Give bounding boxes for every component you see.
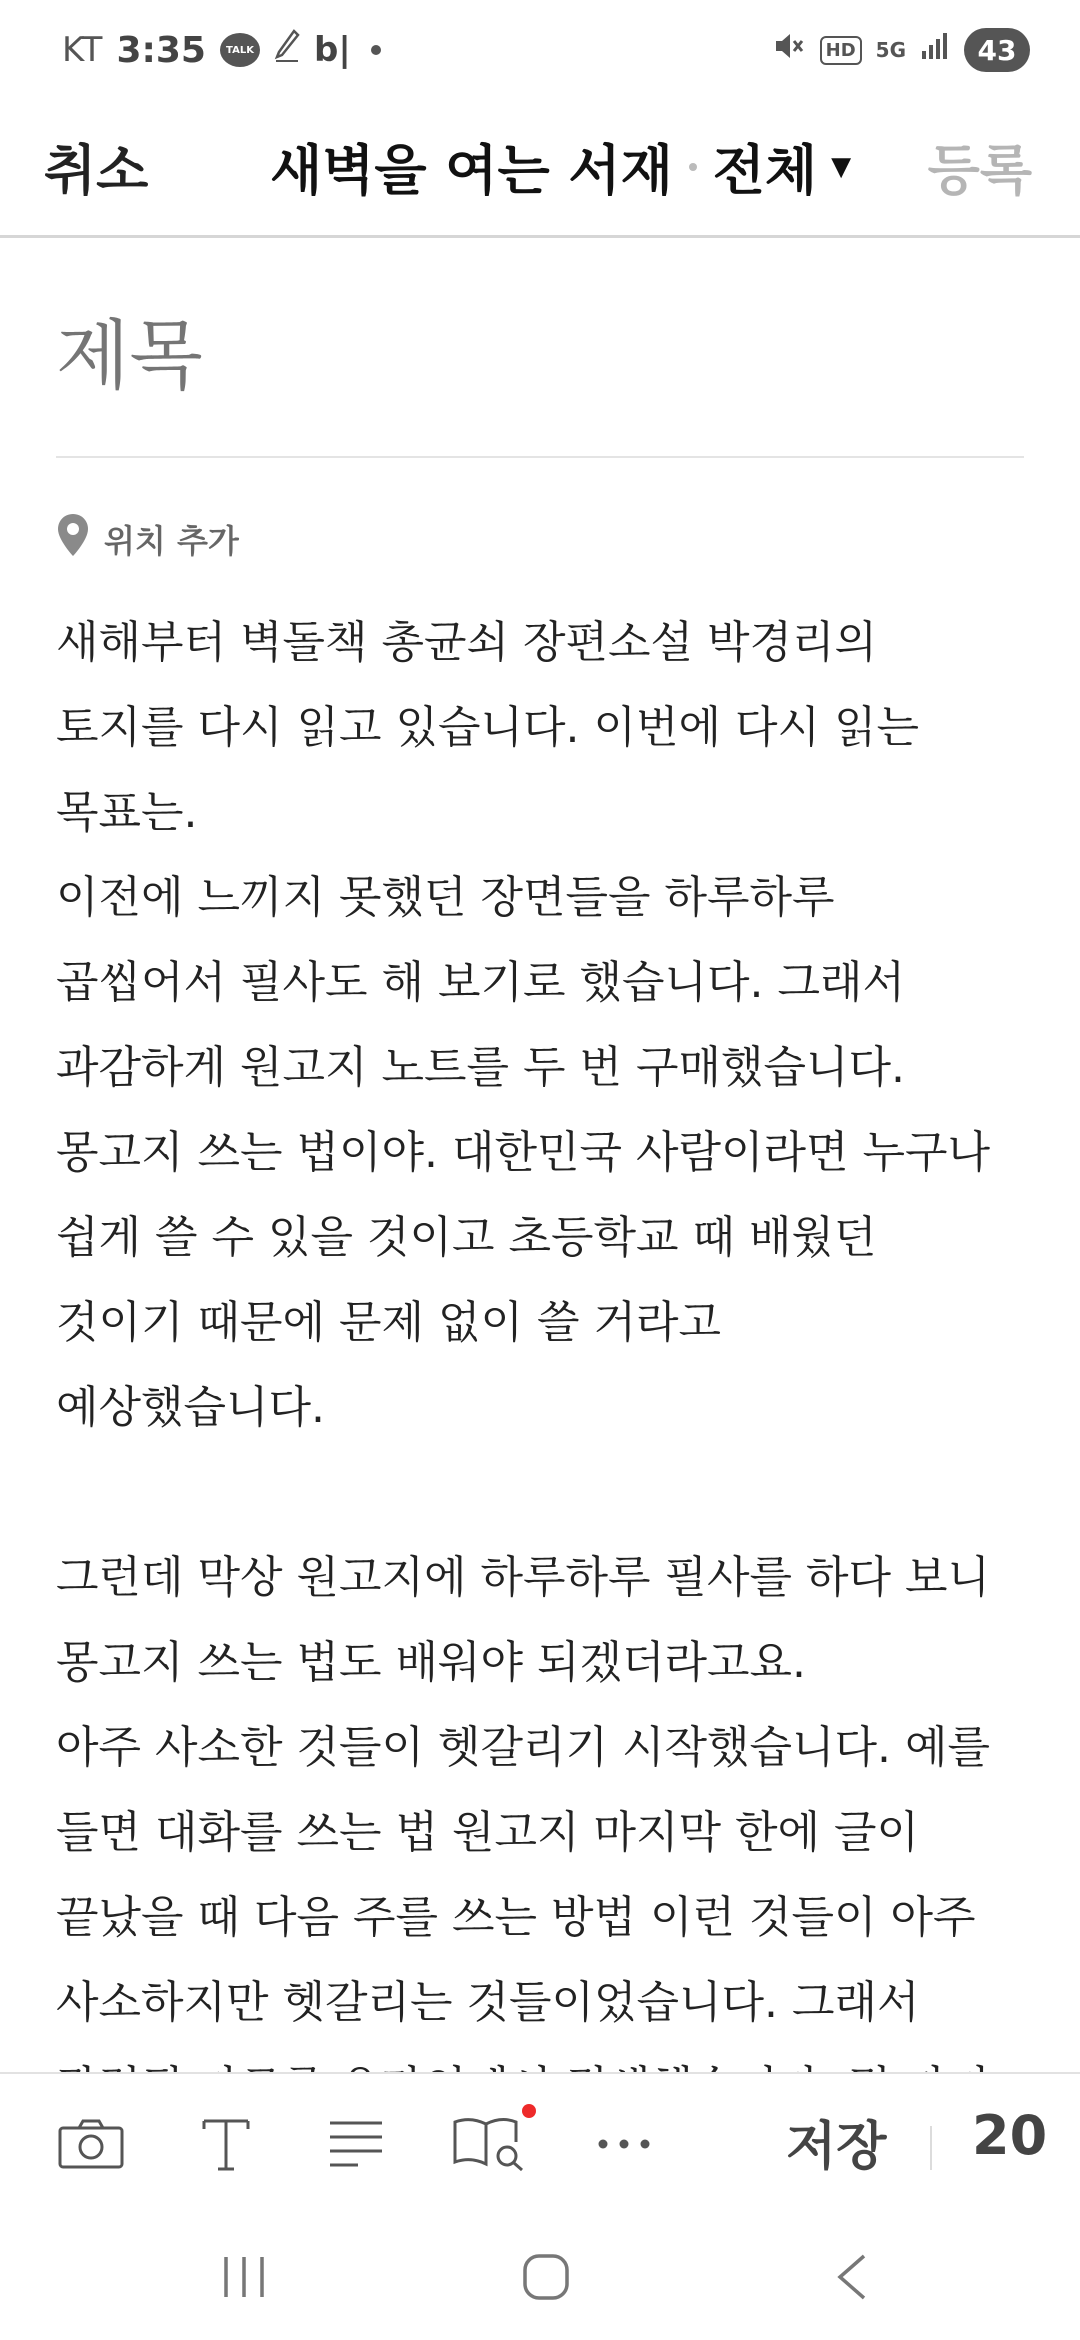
clock: 3:35 bbox=[116, 29, 206, 71]
kakaotalk-icon: TALK bbox=[220, 33, 260, 67]
register-button[interactable]: 등록 bbox=[927, 139, 1032, 202]
system-navigation-bar bbox=[0, 2212, 1080, 2340]
blog-name: 새벽을 여는 서재 bbox=[270, 139, 673, 202]
body-line: 끝났을 때 다음 주를 쓰는 방법 이런 것들이 아주 bbox=[56, 1892, 976, 1943]
body-line: 몽고지 쓰는 법이야. 대한민국 사람이라면 누구나 bbox=[56, 1127, 990, 1178]
camera-icon[interactable] bbox=[56, 2112, 126, 2176]
home-icon[interactable] bbox=[516, 2252, 576, 2302]
body-line: 예상했습니다. bbox=[56, 1382, 326, 1433]
status-bar bbox=[0, 0, 1080, 100]
title-separator bbox=[689, 163, 697, 171]
network-5g-icon: 5G bbox=[875, 38, 906, 62]
status-right bbox=[772, 28, 1030, 72]
body-line: 곱씹어서 필사도 해 보기로 했습니다. 그래서 bbox=[56, 957, 905, 1008]
cancel-button[interactable]: 취소 bbox=[44, 139, 149, 202]
location-label: 위치 추가 bbox=[104, 522, 239, 560]
more-icon[interactable] bbox=[594, 2112, 654, 2176]
align-icon[interactable] bbox=[326, 2112, 386, 2176]
save-draft-button[interactable]: 저장 bbox=[786, 2117, 887, 2177]
body-line: 그런데 막상 원고지에 하루하루 필사를 하다 보니 bbox=[56, 1552, 990, 1603]
body-line: 들면 대화를 쓰는 법 원고지 마지막 한에 글이 bbox=[56, 1807, 919, 1858]
body-line bbox=[56, 1450, 1046, 1535]
body-line: 쉽게 쓸 수 있을 것이고 초등학교 때 배웠던 bbox=[56, 1212, 877, 1263]
draft-count[interactable]: 20 bbox=[972, 2104, 1048, 2167]
more-notifications-dot bbox=[371, 45, 381, 55]
location-pin-icon bbox=[56, 512, 90, 566]
body-line: 과감하게 원고지 노트를 두 번 구매했습니다. bbox=[56, 1042, 905, 1093]
add-location-button[interactable] bbox=[56, 512, 239, 566]
editor-toolbar bbox=[0, 2072, 1080, 2212]
hd-voice-icon: HD bbox=[820, 36, 862, 65]
body-editor[interactable] bbox=[56, 600, 1046, 2070]
blog-notification-icon: b| bbox=[313, 30, 351, 70]
book-search-icon[interactable] bbox=[450, 2112, 530, 2176]
back-icon[interactable] bbox=[822, 2252, 882, 2302]
chevron-down-icon: ▼ bbox=[831, 151, 852, 182]
toolbar-divider bbox=[930, 2126, 932, 2170]
signal-icon bbox=[920, 30, 950, 70]
mute-icon bbox=[772, 29, 806, 72]
blog-category-selector[interactable] bbox=[270, 128, 851, 205]
body-line: 토지를 다시 읽고 있습니다. 이번에 다시 읽는 bbox=[56, 702, 919, 753]
status-left bbox=[62, 29, 381, 71]
category-label: 전체 bbox=[712, 139, 818, 202]
title-input[interactable] bbox=[56, 300, 1026, 410]
body-line: 것이기 때문에 문제 없이 쓸 거라고 bbox=[56, 1297, 721, 1348]
battery-icon: 43 bbox=[964, 28, 1030, 72]
body-line: 사소하지만 헷갈리는 것들이었습니다. 그래서 bbox=[56, 1977, 920, 2028]
recent-apps-icon[interactable] bbox=[214, 2252, 274, 2302]
notification-dot bbox=[522, 2104, 536, 2118]
carrier-label: KT bbox=[62, 30, 103, 70]
title-divider bbox=[56, 456, 1024, 458]
body-line: 이전에 느끼지 못했던 장면들을 하루하루 bbox=[56, 872, 835, 923]
body-line: 목표는. bbox=[56, 787, 198, 838]
body-line: 아주 사소한 것들이 헷갈리기 시작했습니다. 예를 bbox=[56, 1722, 990, 1773]
body-line: 몽고지 쓰는 법도 배워야 되겠더라고요. bbox=[56, 1637, 806, 1688]
editor-header bbox=[0, 100, 1080, 238]
body-line: 새해부터 벽돌책 총균쇠 장편소설 박경리의 bbox=[56, 617, 878, 668]
pen-icon bbox=[274, 29, 300, 71]
text-icon[interactable] bbox=[196, 2112, 256, 2176]
